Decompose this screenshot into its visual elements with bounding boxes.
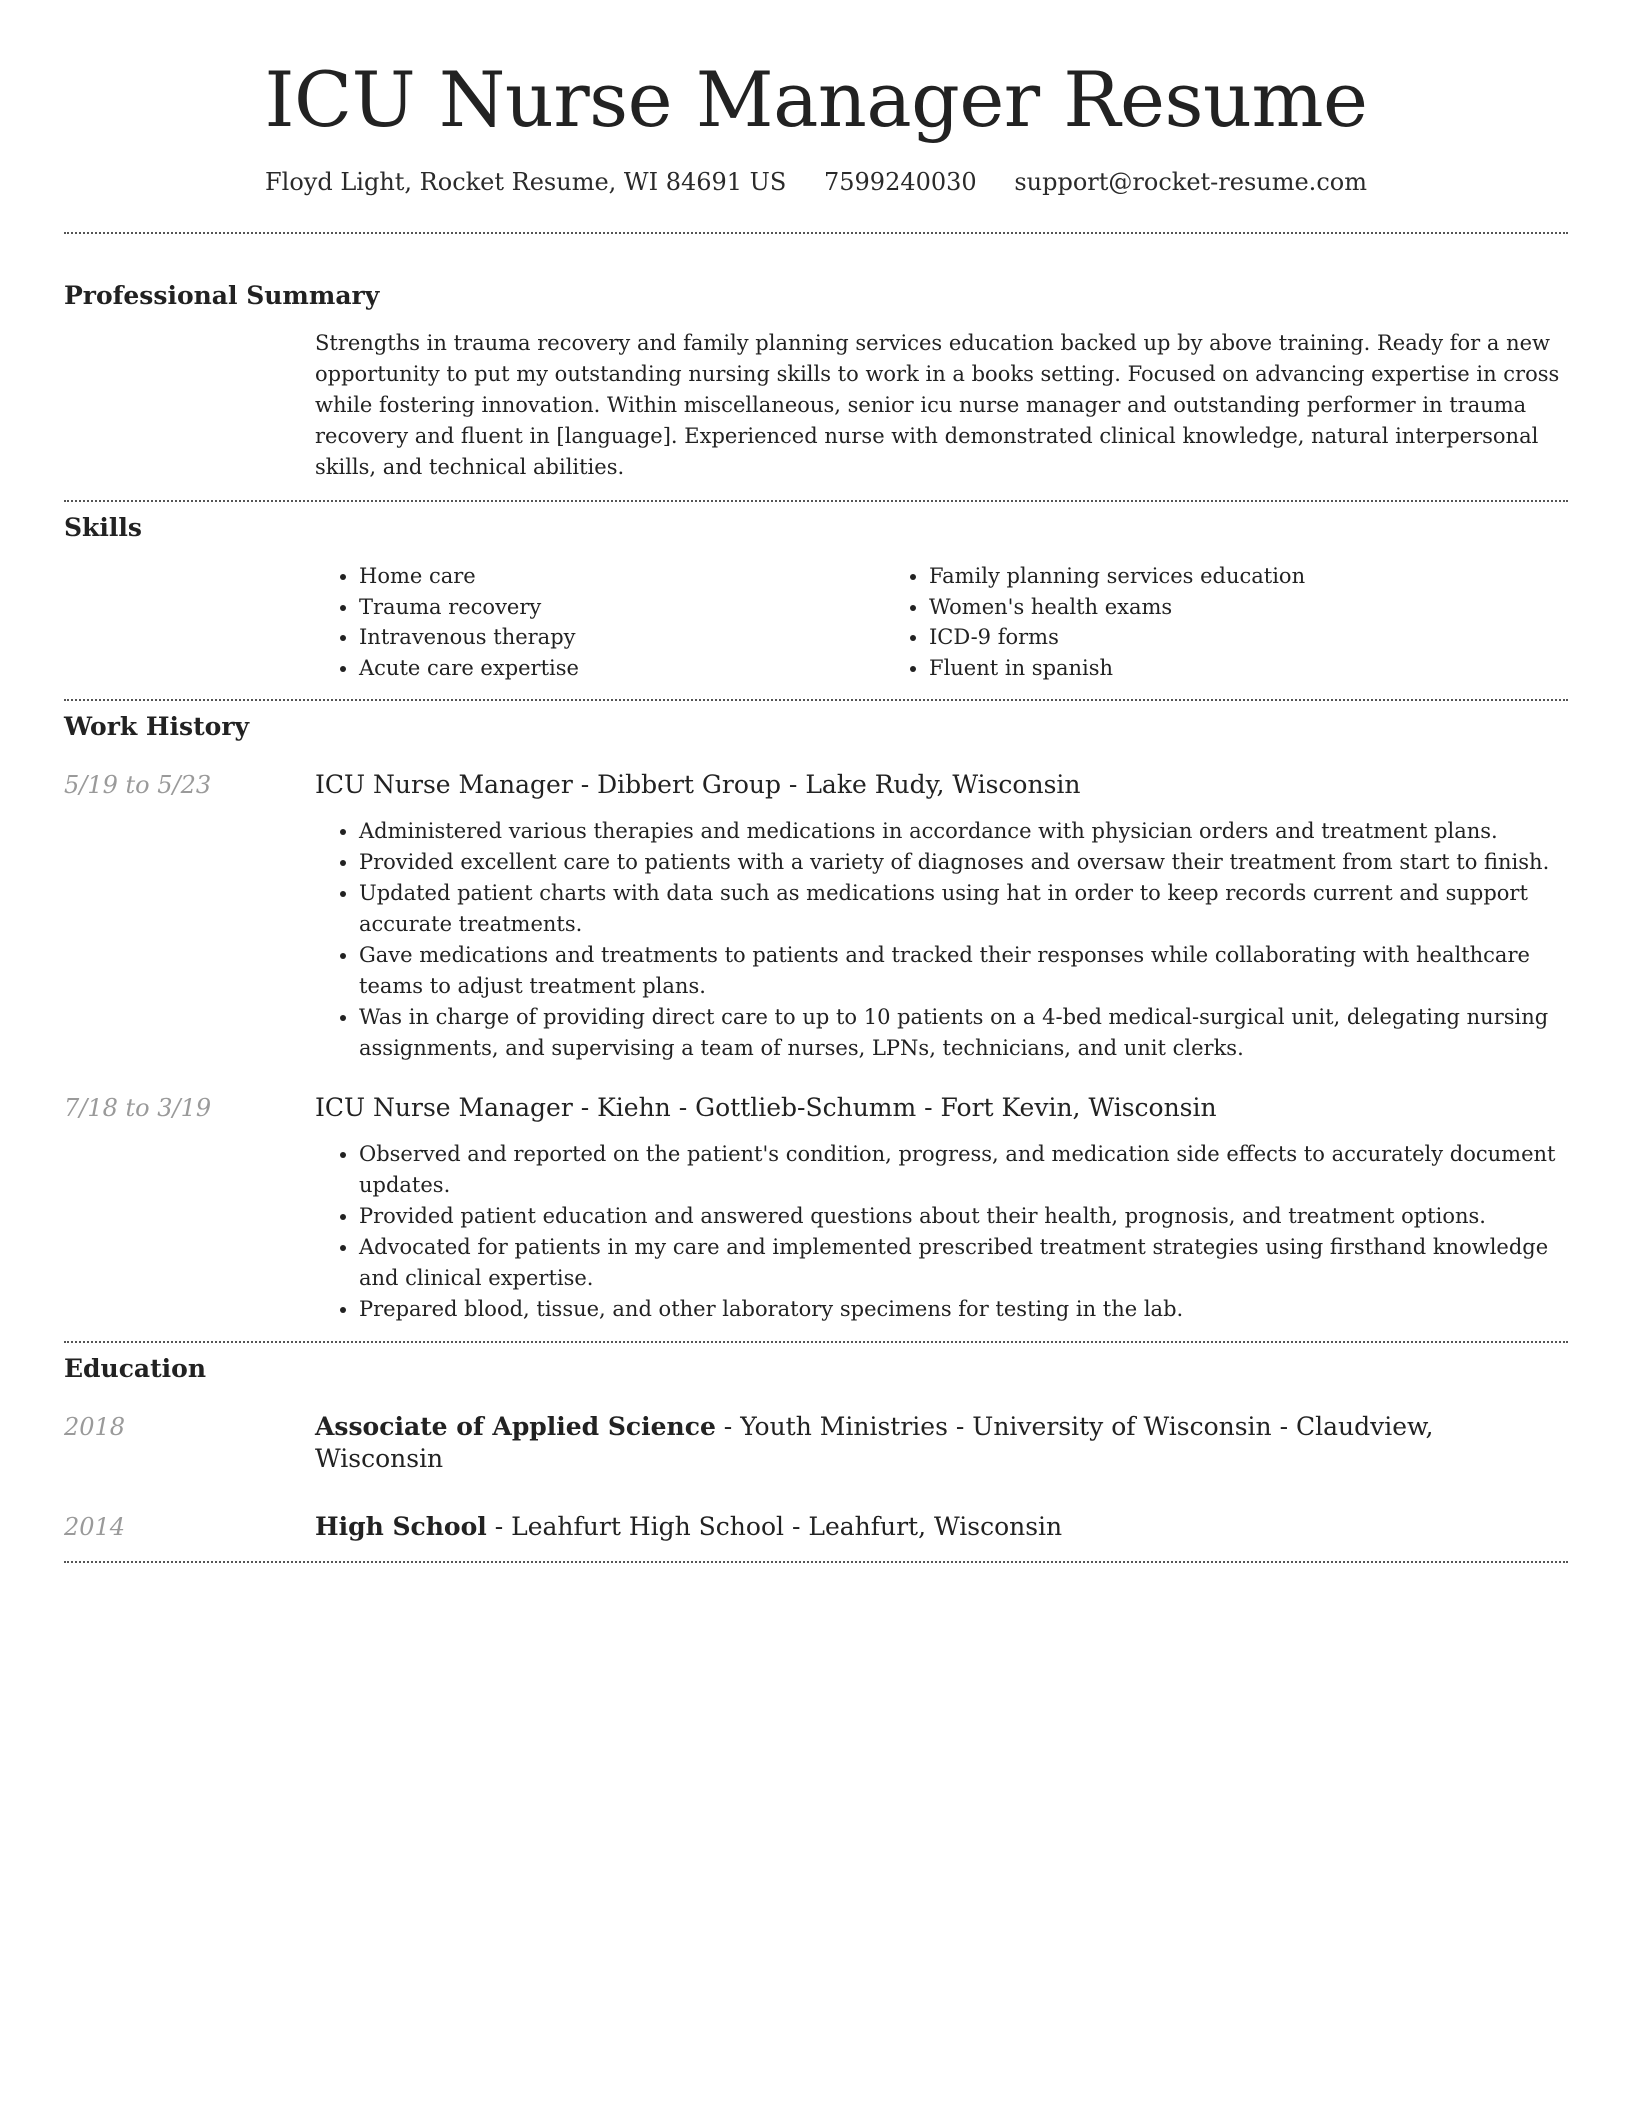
section-heading-summary: Professional Summary <box>64 281 380 310</box>
list-item: • Prepared blood, tissue, and other laboratory specimens for testing in the lab. <box>359 1294 1568 1325</box>
job-entry <box>64 1092 1568 1325</box>
education-year: 2018 <box>64 1413 126 1441</box>
divider <box>64 699 1568 701</box>
list-item: • ICD-9 forms <box>929 622 1305 653</box>
education-details: - Leahfurt High School - Leahfurt, Wisconsin <box>486 1512 1063 1541</box>
job-title: ICU Nurse Manager - Dibbert Group - Lake Rudy, Wisconsin <box>315 770 1081 799</box>
job-entry <box>64 769 1568 1064</box>
work-section <box>64 711 1568 1325</box>
list-item: • Was in charge of providing direct care to up to 10 patients on a 4-bed medical-surgical unit, delegating nursing assignments, and supervising a team of nurses, LPNs, technicians, and unit clerks. <box>359 1002 1568 1064</box>
list-item: • Gave medications and treatments to patients and tracked their responses while collaborating with healthcare teams to adjust treatment plans. <box>359 940 1568 1002</box>
divider <box>64 232 1568 234</box>
education-degree: High School <box>315 1512 487 1541</box>
list-item: • Observed and reported on the patient's condition, progress, and medication side effects to accurately document updates. <box>359 1139 1568 1201</box>
page-title: ICU Nurse Manager Resume <box>264 55 1368 144</box>
summary-section <box>64 280 1568 483</box>
job-bullets <box>315 816 1568 1064</box>
skills-list-right <box>885 561 1305 683</box>
list-item: • Home care <box>359 561 885 592</box>
education-degree: Associate of Applied Science <box>315 1412 716 1441</box>
list-item: • Trauma recovery <box>359 592 885 623</box>
job-title: ICU Nurse Manager - Kiehn - Gottlieb-Schumm - Fort Kevin, Wisconsin <box>315 1093 1217 1122</box>
divider <box>64 1561 1568 1563</box>
divider <box>64 1341 1568 1343</box>
job-dates: 7/18 to 3/19 <box>64 1094 212 1122</box>
contact-email: support@rocket-resume.com <box>1014 168 1367 196</box>
section-heading-education: Education <box>64 1354 207 1383</box>
list-item: • Fluent in spanish <box>929 653 1305 684</box>
list-item: • Family planning services education <box>929 561 1305 592</box>
list-item: • Intravenous therapy <box>359 622 885 653</box>
divider <box>64 500 1568 502</box>
skills-grid <box>315 561 1568 683</box>
list-item: • Advocated for patients in my care and implemented prescribed treatment strategies using firsthand knowledge and clinical expertise. <box>359 1232 1568 1294</box>
list-item: • Administered various therapies and medications in accordance with physician orders and treatment plans. <box>359 816 1568 847</box>
job-dates: 5/19 to 5/23 <box>64 771 212 799</box>
section-heading-work: Work History <box>64 712 250 741</box>
education-section <box>64 1353 1568 1543</box>
job-bullets <box>315 1139 1568 1325</box>
education-year: 2014 <box>64 1513 126 1541</box>
list-item: • Provided excellent care to patients with a variety of diagnoses and oversaw their treatment from start to finish. <box>359 847 1568 878</box>
education-entry <box>64 1511 1568 1543</box>
contact-line <box>64 166 1568 198</box>
contact-phone: 7599240030 <box>824 168 977 196</box>
list-item: • Provided patient education and answered questions about their health, prognosis, and treatment options. <box>359 1201 1568 1232</box>
skills-section <box>64 512 1568 683</box>
list-item: • Women's health exams <box>929 592 1305 623</box>
skills-list-left <box>315 561 885 683</box>
list-item: • Updated patient charts with data such as medications using hat in order to keep records current and support accurate treatments. <box>359 878 1568 940</box>
section-heading-skills: Skills <box>64 513 142 542</box>
list-item: • Acute care expertise <box>359 653 885 684</box>
contact-address: Floyd Light, Rocket Resume, WI 84691 US <box>265 168 787 196</box>
summary-text: Strengths in trauma recovery and family planning services education backed up by above training. Ready for a new opportunity to put my outstanding nursing skills to work in a books setting. Focused on advancing expertise in cross while fostering innovation. Within miscellaneous, senior icu nurse manager and outstanding performer in trauma recovery and fluent in [language]. Experienced nurse with demonstrated clinical knowledge, natural interpersonal skills, and technical abilities. <box>315 331 1560 479</box>
education-details: - Youth Ministries - University of Wisconsin - Claudview, Wisconsin <box>315 1412 1434 1473</box>
education-entry <box>64 1411 1568 1475</box>
